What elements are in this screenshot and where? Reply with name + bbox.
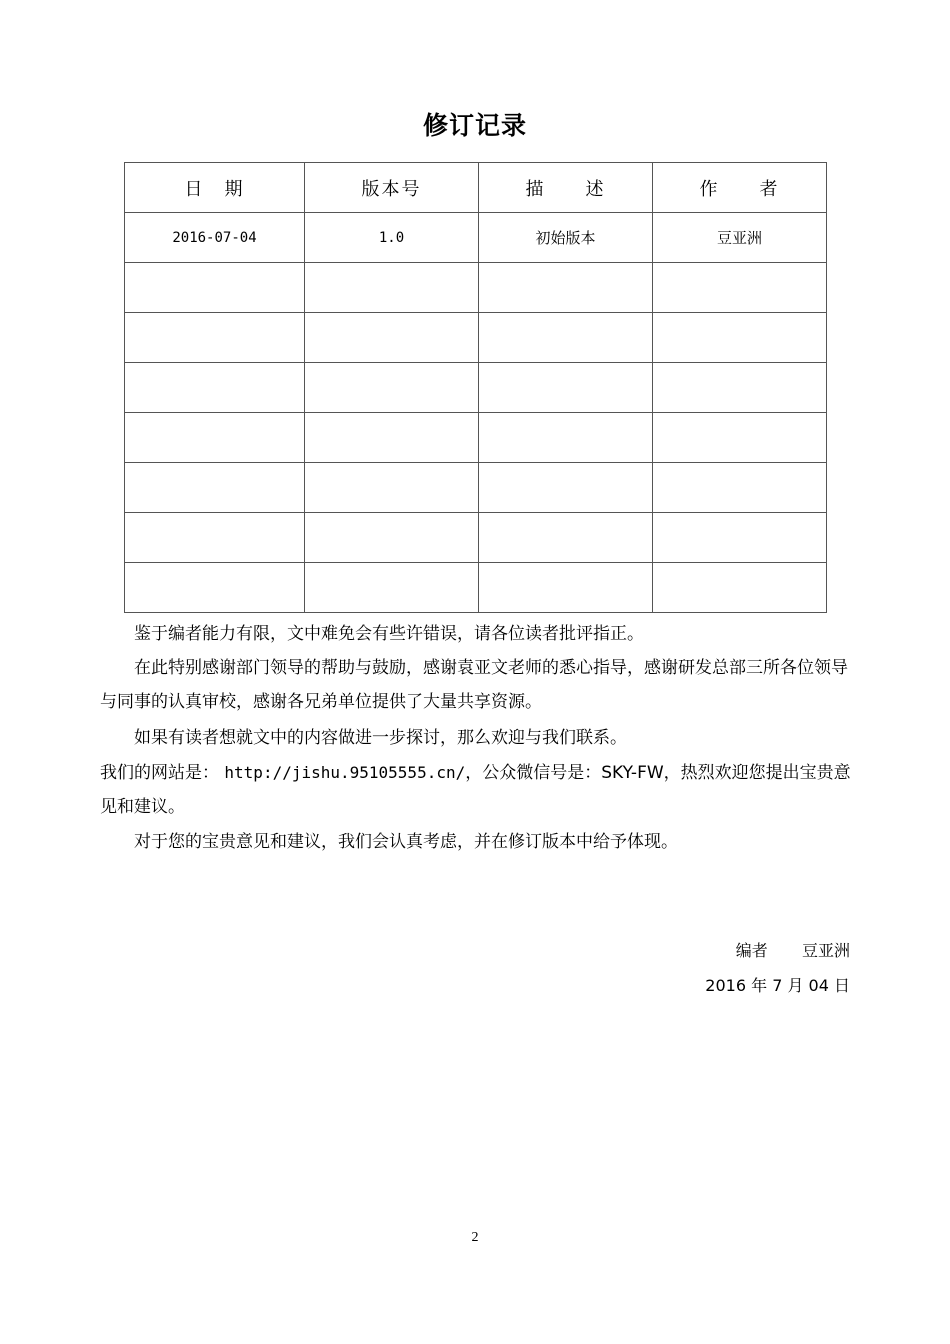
- paragraph-feedback: 对于您的宝贵意见和建议，我们会认真考虑，并在修订版本中给予体现。: [134, 832, 678, 852]
- header-description: 描 述: [479, 163, 653, 213]
- cell-author: [653, 463, 827, 513]
- cell-description: [479, 263, 653, 313]
- cell-date: [125, 563, 305, 613]
- table-header-row: [125, 163, 827, 213]
- cell-version: [305, 263, 479, 313]
- cell-version: [305, 413, 479, 463]
- editor-name: 豆亚洲: [801, 941, 850, 960]
- cell-author: [653, 563, 827, 613]
- cell-version: [305, 313, 479, 363]
- table-row: [125, 563, 827, 613]
- cell-description: [479, 463, 653, 513]
- header-date: 日 期: [125, 163, 305, 213]
- table-row: [125, 213, 827, 263]
- page-number: 2: [471, 1230, 479, 1245]
- cell-description: [479, 363, 653, 413]
- cell-author: [653, 263, 827, 313]
- cell-date: [125, 513, 305, 563]
- header-version: 版本号: [305, 163, 479, 213]
- cell-author: [653, 313, 827, 363]
- cell-date: [125, 313, 305, 363]
- cell-description: [479, 513, 653, 563]
- editor-signature: [736, 938, 850, 961]
- table-row: [125, 513, 827, 563]
- table-row: [125, 313, 827, 363]
- paragraph-acknowledgement: 在此特别感谢部门领导的帮助与鼓励，感谢袁亚文老师的悉心指导，感谢研发总部三所各位领导与同事的认真审校，感谢各兄弟单位提供了大量共享资源。: [100, 658, 848, 712]
- editor-label: 编者: [735, 941, 768, 960]
- cell-date: [125, 413, 305, 463]
- cell-version: [305, 463, 479, 513]
- cell-author: 豆亚洲: [653, 213, 827, 263]
- website-label: 我们的网站是：: [100, 763, 219, 783]
- page-title: 修订记录: [422, 111, 527, 140]
- cell-author: [653, 513, 827, 563]
- cell-date: [125, 363, 305, 413]
- cell-version: [305, 513, 479, 563]
- table-row: [125, 363, 827, 413]
- cell-version: [305, 363, 479, 413]
- table-row: [125, 463, 827, 513]
- paragraph-website: [100, 756, 860, 824]
- cell-date: [125, 263, 305, 313]
- cell-date: [125, 463, 305, 513]
- wechat-text: ，公众微信号是：SKY-FW，热烈欢迎您提出宝贵意见和建议。: [100, 763, 851, 817]
- header-author: 作 者: [653, 163, 827, 213]
- cell-author: [653, 363, 827, 413]
- paragraph-disclaimer: 鉴于编者能力有限，文中难免会有些许错误，请各位读者批评指正。: [134, 624, 644, 644]
- cell-description: 初始版本: [479, 213, 653, 263]
- cell-description: [479, 313, 653, 363]
- cell-description: [479, 563, 653, 613]
- cell-date: 2016-07-04: [125, 213, 305, 263]
- cell-version: [305, 563, 479, 613]
- paragraph-contact: 如果有读者想就文中的内容做进一步探讨，那么欢迎与我们联系。: [134, 728, 627, 748]
- website-link[interactable]: http://jishu.95105555.cn/: [224, 763, 466, 782]
- table-row: [125, 263, 827, 313]
- cell-description: [479, 413, 653, 463]
- cell-version: 1.0: [305, 213, 479, 263]
- cell-author: [653, 413, 827, 463]
- signature-date: 2016 年 7 月 04 日: [705, 976, 850, 995]
- table-row: [125, 413, 827, 463]
- revision-table: [124, 162, 827, 613]
